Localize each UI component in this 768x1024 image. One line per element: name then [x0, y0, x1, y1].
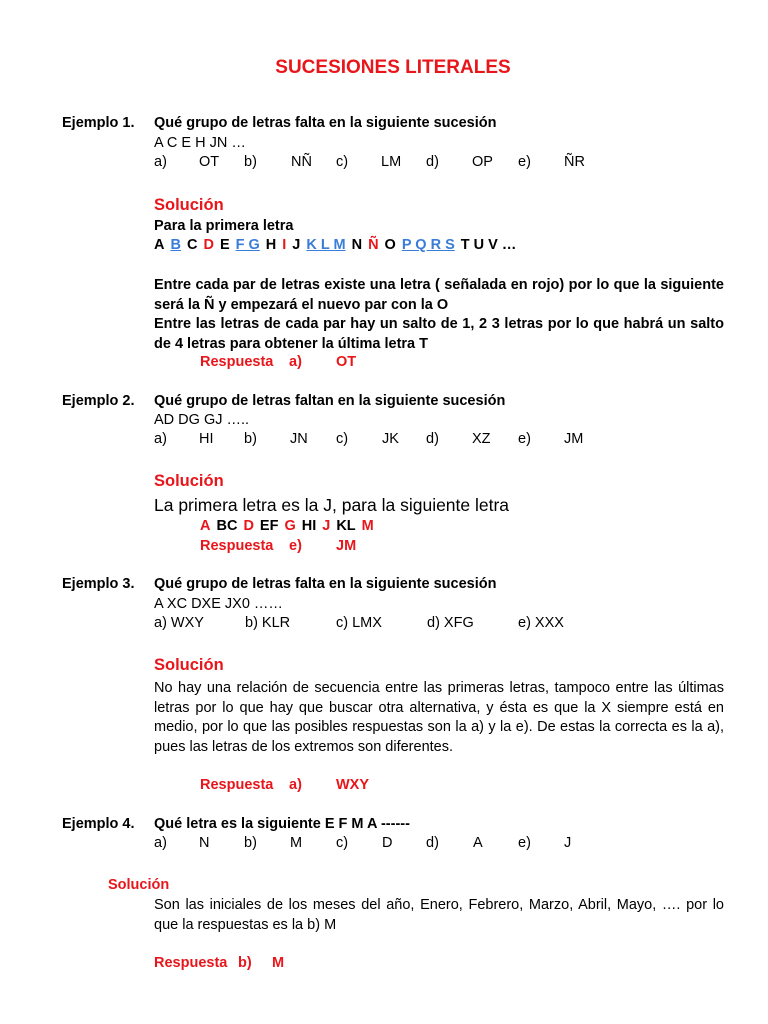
sequence-letters: F G	[235, 237, 260, 253]
example-4-label: Ejemplo 4.	[62, 816, 135, 832]
option-value: OP	[472, 154, 493, 170]
option-letter: a)	[154, 835, 167, 851]
option-value: XZ	[472, 431, 491, 447]
option-letter: a)	[154, 154, 167, 170]
option-value: NÑ	[291, 154, 312, 170]
option: e) XXX	[518, 615, 564, 631]
sequence-letters: EF	[259, 518, 279, 534]
sequence-letters: BC	[216, 518, 238, 534]
sequence-letters: Ñ	[368, 237, 379, 253]
option-letter: c)	[336, 835, 349, 851]
answer-value: JM	[336, 538, 357, 554]
option-value: LM	[381, 154, 402, 170]
example-1-answer	[200, 354, 357, 370]
sequence-letters: J	[292, 237, 301, 253]
example-2-solution-heading: Solución	[154, 472, 224, 490]
example-1-alphabet-sequence	[154, 237, 522, 253]
sequence-letters: H	[265, 237, 277, 253]
example-2-options	[154, 431, 614, 449]
example-1-explanation-2: Entre las letras de cada par hay un salto de 1, 2 3 letras por lo que habrá un salto de 4 letras para obtener la última letra T	[154, 316, 724, 352]
answer-value: M	[272, 955, 285, 971]
option-value: N	[199, 835, 210, 851]
option-letter: e)	[518, 835, 531, 851]
example-2-sentence: La primera letra es la J, para la siguiente letra	[154, 495, 510, 515]
sequence-letters: M	[361, 518, 374, 534]
option-letter: d)	[426, 431, 439, 447]
example-4-options	[154, 835, 614, 853]
example-3-solution-heading: Solución	[154, 656, 224, 674]
page-title: SUCESIONES LITERALES	[275, 57, 511, 78]
sequence-letters: A	[154, 237, 165, 253]
example-4-question: Qué letra es la siguiente E F M A ------	[154, 816, 410, 832]
example-2-question: Qué grupo de letras faltan en la siguiente sucesión	[154, 393, 506, 409]
option-value: JN	[290, 431, 308, 447]
option-value: A	[473, 835, 483, 851]
option-letter: a)	[154, 431, 167, 447]
example-4-answer	[154, 955, 285, 971]
sequence-letters: B	[170, 237, 181, 253]
option-letter: b)	[244, 431, 257, 447]
option-value: J	[564, 835, 572, 851]
option-letter: e)	[518, 154, 531, 170]
sequence-letters: P Q R S	[401, 237, 455, 253]
example-2-series: AD DG GJ …..	[154, 412, 250, 428]
sequence-letters: HI	[301, 518, 317, 534]
option-value: JK	[382, 431, 399, 447]
sequence-letters: A	[200, 518, 211, 534]
option-letter: d)	[426, 154, 439, 170]
example-2-label: Ejemplo 2.	[62, 393, 135, 409]
example-3-options	[154, 615, 614, 633]
option-letter: c)	[336, 431, 349, 447]
sequence-letters: E	[219, 237, 230, 253]
option: c) LMX	[336, 615, 382, 631]
example-4-explanation: Son las iniciales de los meses del año, Enero, Febrero, Marzo, Abril, Mayo, …. por lo que la respuestas es la b) M	[154, 897, 724, 933]
sequence-letters: N	[351, 237, 363, 253]
example-2-sequence	[200, 518, 380, 534]
example-4-solution-heading: Solución	[108, 877, 170, 893]
example-3-question: Qué grupo de letras falta en la siguiente sucesión	[154, 576, 497, 592]
option: a) WXY	[154, 615, 204, 631]
option-value: OT	[199, 154, 220, 170]
option-letter: e)	[518, 431, 531, 447]
sequence-letters: K L M	[306, 237, 346, 253]
sequence-letters: KL	[336, 518, 356, 534]
option-value: D	[382, 835, 393, 851]
option-value: JM	[564, 431, 584, 447]
answer-value: WXY	[336, 777, 370, 793]
answer-label: Respuesta	[200, 354, 274, 370]
sequence-letters: O	[384, 237, 396, 253]
sequence-letters: D	[203, 237, 214, 253]
option-letter: b)	[244, 835, 257, 851]
answer-option: a)	[289, 354, 302, 370]
option-letter: b)	[244, 154, 257, 170]
answer-option: e)	[289, 538, 302, 554]
answer-option: a)	[289, 777, 302, 793]
example-1-first-letter: Para la primera letra	[154, 218, 294, 234]
example-2-answer	[200, 538, 357, 554]
option: d) XFG	[427, 615, 474, 631]
example-3-series: A XC DXE JX0 ……	[154, 596, 283, 612]
option-value: HI	[199, 431, 214, 447]
sequence-letters: G	[284, 518, 296, 534]
option-value: M	[290, 835, 303, 851]
sequence-letters: D	[243, 518, 254, 534]
example-3-explanation: No hay una relación de secuencia entre las primeras letras, tampoco entre las últimas letras por lo que hay que buscar otra alternativa, y ésta es que la X siempre está en medio, por lo que las posibles respuestas son la a) y la e). De estas la correcta es la a), pues las letras de los extremos son diferentes.	[154, 680, 724, 755]
sequence-letters: J	[322, 518, 331, 534]
answer-label: Respuesta	[154, 955, 228, 971]
answer-option: b)	[238, 955, 252, 971]
sequence-letters: I	[282, 237, 287, 253]
example-3-label: Ejemplo 3.	[62, 576, 135, 592]
example-1-options	[154, 154, 614, 172]
option-letter: d)	[426, 835, 439, 851]
example-3-answer	[200, 777, 370, 793]
option-letter: c)	[336, 154, 349, 170]
sequence-letters: T U V …	[460, 237, 517, 253]
answer-label: Respuesta	[200, 777, 274, 793]
example-1-solution-heading: Solución	[154, 196, 224, 214]
answer-label: Respuesta	[200, 538, 274, 554]
sequence-letters: C	[186, 237, 198, 253]
answer-value: OT	[336, 354, 357, 370]
example-1-question: Qué grupo de letras falta en la siguiente sucesión	[154, 115, 497, 131]
option: b) KLR	[245, 615, 291, 631]
option-value: ÑR	[564, 154, 585, 170]
example-1-explanation: Entre cada par de letras existe una letra ( señalada en rojo) por lo que la siguiente será la Ñ y empezará el nuevo par con la O	[154, 277, 724, 313]
example-1-series: A C E H JN …	[154, 135, 246, 151]
example-1-label: Ejemplo 1.	[62, 115, 135, 131]
